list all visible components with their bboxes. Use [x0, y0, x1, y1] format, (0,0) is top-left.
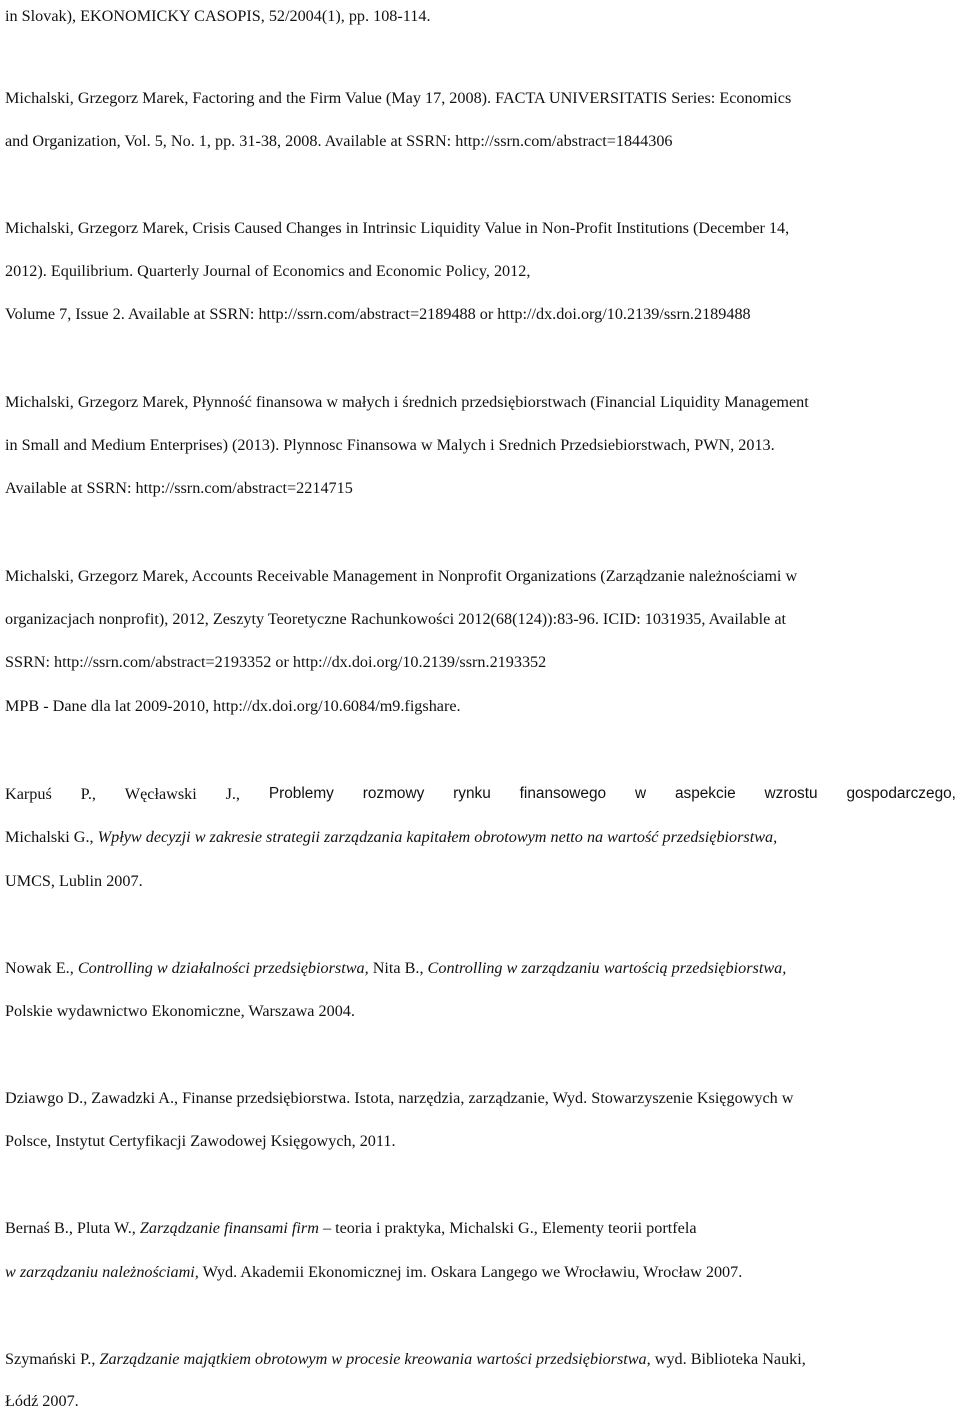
reference-line: in Slovak), EKONOMICKY CASOPIS, 52/2004(1), pp. 108-114.	[5, 7, 431, 25]
reference-line	[5, 957, 786, 979]
reference-line: Michalski, Grzegorz Marek, Crisis Caused Changes in Intrinsic Liquidity Value in Non-Profit Institutions (December 14,	[5, 219, 790, 237]
reference-author: Michalski G.,	[5, 828, 94, 846]
word: finansowego	[519, 785, 607, 802]
word: Problemy	[268, 785, 334, 802]
reference-detail: – teoria i praktyka, Michalski G., Elementy teorii portfela	[322, 1219, 697, 1237]
reference-line: MPB - Dane dla lat 2009-2010, http://dx.doi.org/10.6084/m9.figshare.	[5, 697, 461, 715]
reference-title: Controlling w działalności przedsiębiorstwa,	[77, 959, 369, 977]
reference-line	[5, 1217, 697, 1239]
reference-line	[5, 1348, 806, 1370]
reference-author: Nowak E.,	[5, 959, 74, 977]
reference-line: and Organization, Vol. 5, No. 1, pp. 31-38, 2008. Available at SSRN: http://ssrn.com/abstract=1844306	[5, 132, 673, 150]
reference-title: Zarządzanie finansami firm	[139, 1219, 319, 1237]
reference-author: Bernaś B., Pluta W.,	[5, 1219, 136, 1237]
reference-line: Michalski, Grzegorz Marek, Factoring and the Firm Value (May 17, 2008). FACTA UNIVERSITATIS Series: Economics	[5, 89, 792, 107]
word: rynku	[453, 785, 491, 802]
reference-title: Wpływ decyzji w zakresie strategii zarządzania kapitałem obrotowym netto na wartość przedsiębiorstwa,	[97, 828, 778, 846]
reference-line	[5, 1261, 742, 1283]
reference-line: organizacjach nonprofit), 2012, Zeszyty Teoretyczne Rachunkowości 2012(68(124)):83-96. ICID: 1031935, Available at	[5, 610, 787, 628]
word: Karpuś	[5, 785, 52, 803]
reference-line: Dziawgo D., Zawadzki A., Finanse przedsiębiorstwa. Istota, narzędzia, zarządzanie, Wyd. Stowarzyszenie Księgowych w	[5, 1089, 794, 1107]
word: P.,	[80, 785, 96, 803]
reference-line: 2012). Equilibrium. Quarterly Journal of Economics and Economic Policy, 2012,	[5, 262, 531, 280]
reference-line: Michalski, Grzegorz Marek, Accounts Receivable Management in Nonprofit Organizations (Zarządzanie należnościami w	[5, 567, 798, 585]
reference-publisher: Wyd. Akademii Ekonomicznej im. Oskara Langego we Wrocławiu, Wrocław 2007.	[202, 1263, 743, 1281]
reference-author: Nita B.,	[372, 959, 424, 977]
reference-line: Polsce, Instytut Certyfikacji Zawodowej Księgowych, 2011.	[5, 1132, 396, 1150]
reference-line: Polskie wydawnictwo Ekonomiczne, Warszawa 2004.	[5, 1002, 355, 1020]
word: Węcławski	[124, 785, 197, 803]
word: gospodarczego,	[846, 785, 956, 802]
reference-line: SSRN: http://ssrn.com/abstract=2193352 or http://dx.doi.org/10.2139/ssrn.2193352	[5, 653, 547, 671]
reference-line: Łódź 2007.	[5, 1392, 79, 1410]
word: aspekcie	[674, 785, 736, 802]
reference-line	[5, 826, 777, 848]
reference-line: Michalski, Grzegorz Marek, Płynność finansowa w małych i średnich przedsiębiorstwach (Financial Liquidity Management	[5, 393, 809, 411]
reference-line: UMCS, Lublin 2007.	[5, 872, 143, 890]
reference-line: Available at SSRN: http://ssrn.com/abstract=2214715	[5, 479, 353, 497]
reference-publisher: wyd. Biblioteka Nauki,	[654, 1350, 806, 1368]
reference-title: w zarządzaniu należnościami,	[5, 1263, 199, 1281]
reference-line-justified	[5, 783, 956, 805]
reference-title: Controlling w zarządzaniu wartością przedsiębiorstwa,	[427, 959, 787, 977]
word: J.,	[225, 785, 240, 803]
reference-author: Szymański P.,	[5, 1350, 96, 1368]
reference-line: in Small and Medium Enterprises) (2013). Plynnosc Finansowa w Malych i Srednich Przedsiebiorstwach, PWN, 2013.	[5, 436, 775, 454]
word: w	[634, 785, 647, 802]
word: wzrostu	[764, 785, 818, 802]
word: rozmowy	[362, 785, 425, 802]
reference-line: Volume 7, Issue 2. Available at SSRN: http://ssrn.com/abstract=2189488 or http://dx.doi.org/10.2139/ssrn.2189488	[5, 305, 751, 323]
reference-title: Zarządzanie majątkiem obrotowym w procesie kreowania wartości przedsiębiorstwa,	[99, 1350, 651, 1368]
